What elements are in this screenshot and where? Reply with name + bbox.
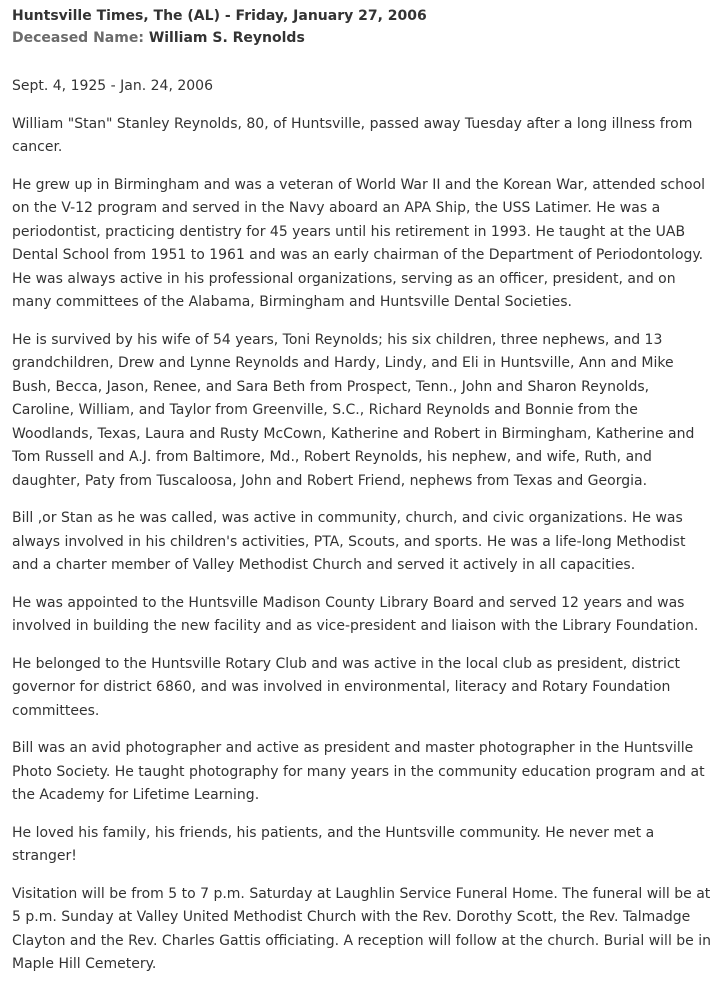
obituary-paragraph: He grew up in Birmingham and was a veteran of World War II and the Korean War, attended school on the V-12 program and served in the Navy aboard an APA Ship, the USS Latimer. He was a periodontist, practicing dentistry for 45 years until his retirement in 1993. He taught at the UAB Dental School from 1951 to 1961 and was an early chairman of the Department of Periodontology. He was always active in his professional organizations, serving as an officer, president, and on many committees of the Alabama, Birmingham and Huntsville Dental Societies. bbox=[12, 176, 706, 310]
obituary-paragraph: He belonged to the Huntsville Rotary Club and was active in the local club as president, district governor for district 6860, and was involved in environmental, literacy and Rotary Foundation committees. bbox=[12, 655, 681, 719]
obituary-body bbox=[12, 75, 711, 977]
obituary-paragraph: Bill ,or Stan as he was called, was active in community, church, and civic organizations. He was always involved in his children's activities, PTA, Scouts, and sports. He was a life-long Methodist and a charter member of Valley Methodist Church and served it actively in all capacities. bbox=[12, 510, 686, 573]
obituary-paragraph: William "Stan" Stanley Reynolds, 80, of Huntsville, passed away Tuesday after a long illness from cancer. bbox=[12, 115, 693, 155]
deceased-name-value: William S. Reynolds bbox=[148, 30, 305, 46]
obituary-paragraph: He is survived by his wife of 54 years, Toni Reynolds; his six children, three nephews, and 13 grandchildren, Drew and Lynne Reynolds and Hardy, Lindy, and Eli in Huntsville, Ann and Mike Bush, Becca, Jason, Renee, and Sara Beth from Prospect, Tenn., John and Sharon Reynolds, Caroline, William, and Taylor from Greenville, S.C., Richard Reynolds and Bonnie from the Woodlands, Texas, Laura and Rusty McCown, Katherine and Robert in Birmingham, Katherine and Tom Russell and A.J. from Baltimore, Md., Robert Reynolds, his nephew, and wife, Ruth, and daughter, Paty from Tuscaloosa, John and Robert Friend, nephews from Texas and Georgia. bbox=[12, 331, 695, 489]
obituary-paragraph: Bill was an avid photographer and active as president and master photographer in the Huntsville Photo Society. He taught photography for many years in the community education program and at the Academy for Lifetime Learning. bbox=[12, 740, 705, 803]
deceased-line bbox=[12, 28, 711, 49]
obituary-paragraph: Visitation will be from 5 to 7 p.m. Saturday at Laughlin Service Funeral Home. The funeral will be at 5 p.m. Sunday at Valley United Methodist Church with the Rev. Dorothy Scott, the Rev. Talmadge Clayton and the Rev. Charles Gattis officiating. A reception will follow at the church. Burial will be in Maple Hill Cemetery. bbox=[12, 885, 712, 972]
life-dates: Sept. 4, 1925 - Jan. 24, 2006 bbox=[12, 78, 213, 94]
obituary-paragraph: He loved his family, his friends, his patients, and the Huntsville community. He never met a stranger! bbox=[12, 824, 655, 864]
obituary-paragraph: He was appointed to the Huntsville Madison County Library Board and served 12 years and was involved in building the new facility and as vice-president and liaison with the Library Foundation. bbox=[12, 594, 699, 634]
publication-line: Huntsville Times, The (AL) - Friday, January 27, 2006 bbox=[12, 8, 427, 24]
deceased-name-label: Deceased Name: bbox=[12, 30, 144, 46]
